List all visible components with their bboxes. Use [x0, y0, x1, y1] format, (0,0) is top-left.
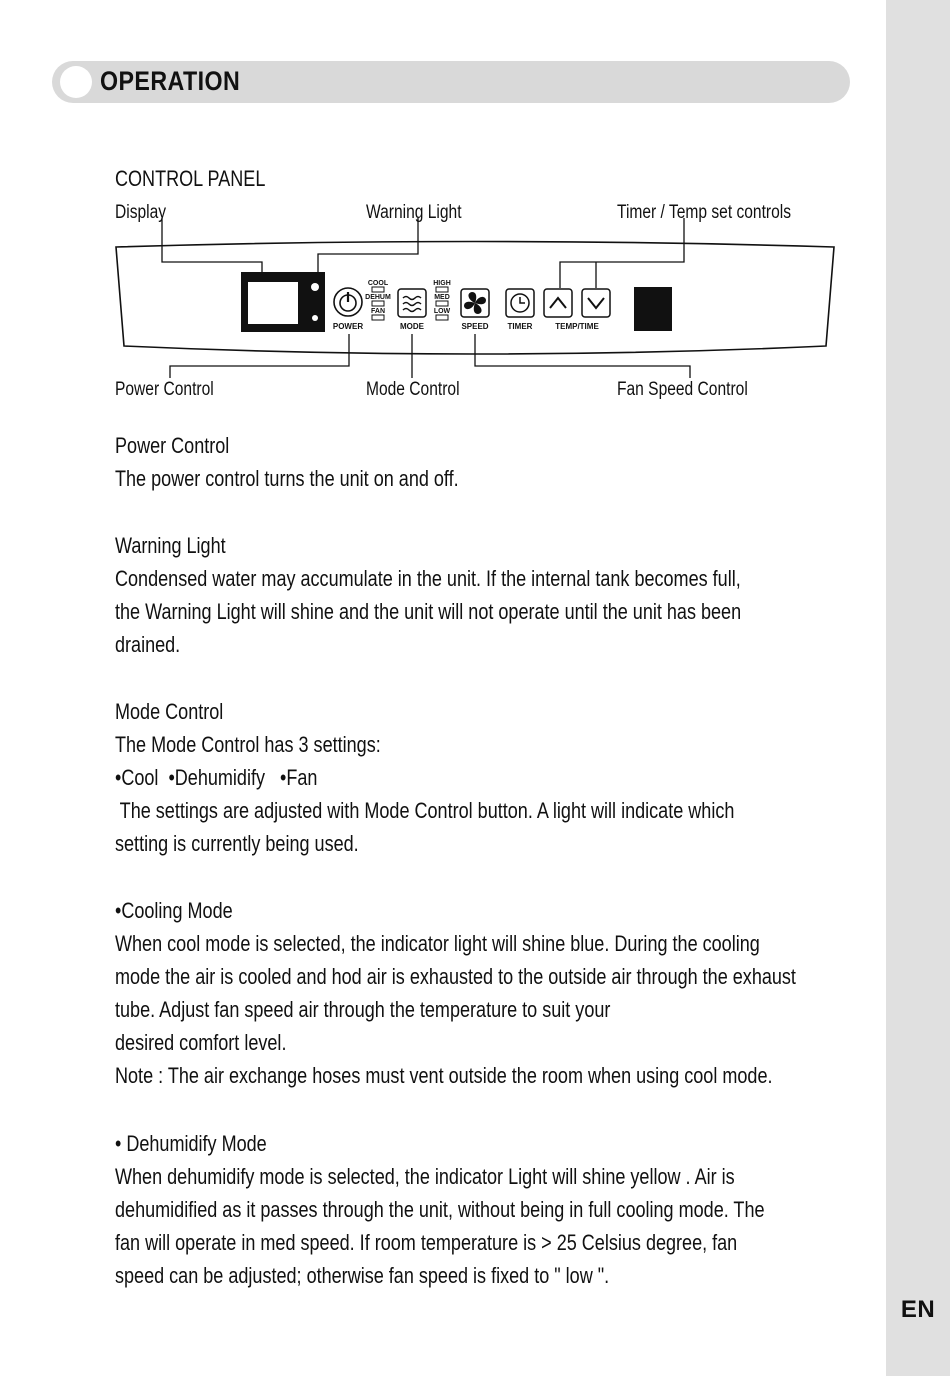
dehumidify-mode-line: speed can be adjusted; otherwise fan speed is fixed to " low ".	[115, 1263, 610, 1288]
indicator-dehum-label: DEHUM	[365, 294, 391, 301]
indicator-high-label: HIGH	[433, 280, 451, 287]
callout-warning-light: Warning Light	[366, 202, 462, 223]
control-panel-diagram	[0, 0, 950, 420]
language-tab-label: EN	[900, 1296, 936, 1323]
speed-button-label: SPEED	[461, 322, 489, 331]
power-control-title: Power Control	[115, 433, 230, 458]
indicator-fan-label: FAN	[371, 308, 385, 315]
power-leader-line	[170, 334, 349, 378]
mode-button-icon	[398, 289, 426, 317]
callout-display: Display	[115, 202, 167, 223]
power-button-icon	[334, 288, 362, 316]
dehumidify-mode-title: • Dehumidify Mode	[115, 1131, 267, 1156]
cooling-mode-line: tube. Adjust fan speed air through the temperature to suit your	[115, 997, 611, 1022]
warning-leader-line	[318, 218, 418, 282]
dehumidify-mode-line: fan will operate in med speed. If room temperature is > 25 Celsius degree, fan	[115, 1230, 738, 1255]
callout-timer-temp: Timer / Temp set controls	[617, 202, 792, 223]
warning-light-icon	[311, 283, 319, 291]
callout-mode-control: Mode Control	[366, 379, 460, 400]
callout-power-control: Power Control	[115, 379, 214, 400]
page-title: OPERATION	[100, 66, 241, 96]
temp-down-button-icon	[582, 289, 610, 317]
warning-light-title: Warning Light	[115, 533, 226, 558]
timer-button-icon	[506, 289, 534, 317]
cooling-mode-line: mode the air is cooled and hod air is exhausted to the outside air through the exhaust	[115, 964, 796, 989]
temp-time-button-label: TEMP/TIME	[555, 322, 599, 331]
cooling-mode-line: desired comfort level.	[115, 1030, 287, 1055]
mode-control-line: The Mode Control has 3 settings:	[115, 732, 381, 757]
cooling-mode-title: •Cooling Mode	[115, 898, 233, 923]
temp-up-button-icon	[544, 289, 572, 317]
mode-control-line: The settings are adjusted with Mode Control button. A light will indicate which	[115, 798, 735, 823]
mode-control-line: •Cool •Dehumidify •Fan	[115, 765, 318, 790]
mode-control-title: Mode Control	[115, 699, 224, 724]
dehumidify-mode-line: When dehumidify mode is selected, the indicator Light will shine yellow . Air is	[115, 1164, 735, 1189]
timer-button-label: TIMER	[507, 322, 533, 331]
mode-control-line: setting is currently being used.	[115, 831, 359, 856]
dehumidify-mode-line: dehumidified as it passes through the unit, without being in full cooling mode. The	[115, 1197, 765, 1222]
warning-light-line: the Warning Light will shine and the unit will not operate until the unit has been	[115, 599, 742, 624]
timer-leader-line	[560, 218, 684, 288]
callout-fan-speed-control: Fan Speed Control	[617, 379, 748, 400]
fan-speed-leader-line	[475, 334, 690, 378]
mode-button-label: MODE	[400, 322, 424, 331]
warning-light-line: Condensed water may accumulate in the unit. If the internal tank becomes full,	[115, 566, 741, 591]
power-control-line: The power control turns the unit on and off.	[115, 466, 459, 491]
fan-speed-button-icon	[461, 289, 489, 317]
indicator-med-label: MED	[434, 294, 450, 301]
indicator-low-label: LOW	[433, 308, 451, 315]
power-button-label: POWER	[332, 322, 364, 331]
receiver-window	[634, 287, 672, 331]
indicator-cool-label: COOL	[367, 280, 389, 287]
cooling-mode-line: Note : The air exchange hoses must vent outside the room when using cool mode.	[115, 1063, 773, 1088]
control-panel-heading: CONTROL PANEL	[115, 166, 266, 191]
warning-light-line: drained.	[115, 632, 181, 657]
cooling-mode-line: When cool mode is selected, the indicator light will shine blue. During the cooling	[115, 931, 760, 956]
